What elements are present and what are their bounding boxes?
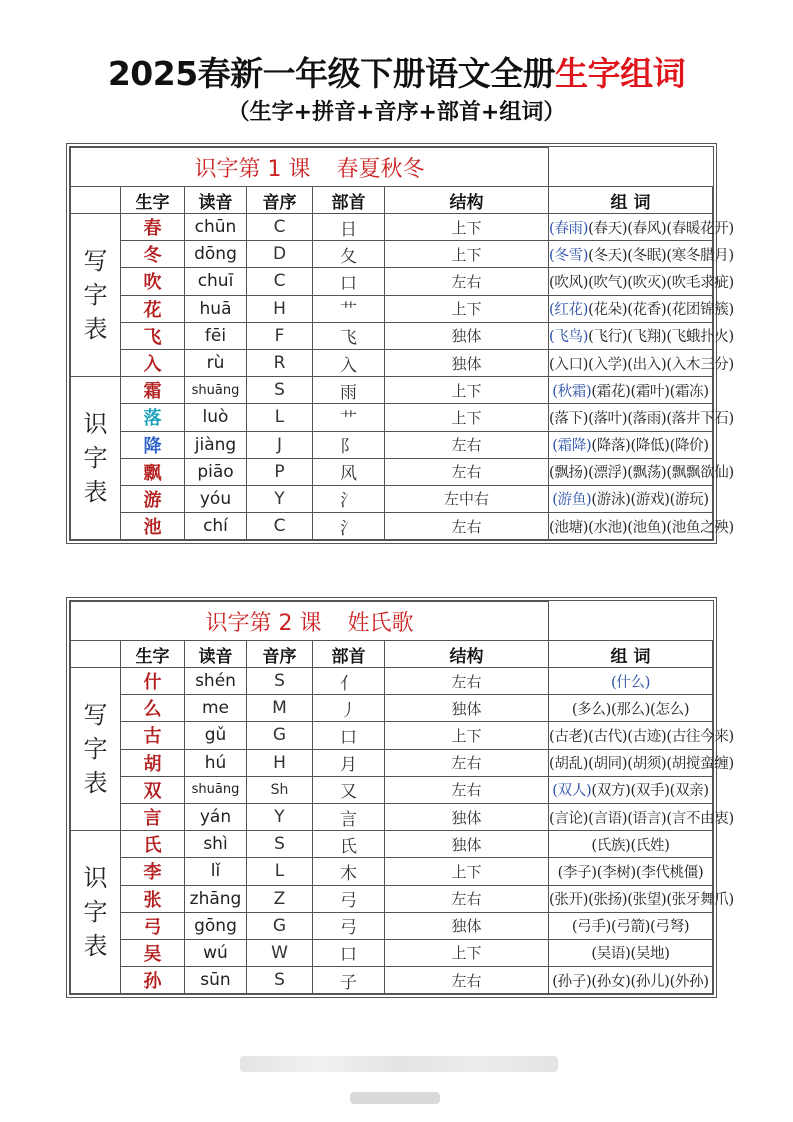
index-cell: H [247, 749, 313, 776]
highlight-word: (什么) [610, 674, 651, 691]
words-text: (孙子)(孙女)(孙儿)(外孙) [552, 973, 709, 990]
column-header: 结构 [385, 641, 549, 668]
char-cell: 弓 [121, 912, 185, 939]
char-cell: 池 [121, 513, 185, 540]
structure-cell: 上下 [385, 858, 549, 885]
words-text: (吴语)(吴地) [591, 946, 670, 963]
words-cell [549, 722, 734, 749]
table-row [71, 967, 713, 994]
table-row [71, 749, 713, 776]
column-header: 读音 [185, 641, 247, 668]
char-cell: 飞 [121, 322, 185, 349]
char-cell: 吹 [121, 268, 185, 295]
table-row [71, 776, 713, 803]
words-text: (春天)(春风)(春暖花开) [588, 220, 734, 237]
pinyin-cell: dōng [185, 241, 247, 268]
pinyin-cell: shuāng [185, 377, 247, 404]
char-cell: 什 [121, 668, 185, 695]
words-cell [549, 513, 734, 540]
category-char: 识 [83, 410, 108, 439]
words-text: (吹风)(吹气)(吹灭)(吹毛求疵) [549, 274, 734, 291]
char-cell: 飘 [121, 458, 185, 485]
pinyin-cell: jiàng [185, 431, 247, 458]
char-cell: 花 [121, 295, 185, 322]
radical-cell: 阝 [313, 431, 385, 458]
words-cell [549, 967, 713, 994]
structure-cell: 左右 [385, 967, 549, 994]
char-cell: 降 [121, 431, 185, 458]
pinyin-cell: gōng [185, 912, 247, 939]
index-cell: Y [247, 485, 313, 512]
structure-cell: 独体 [385, 831, 549, 858]
radical-cell: 口 [313, 939, 385, 966]
table-row [71, 885, 713, 912]
char-cell: 春 [121, 214, 185, 241]
char-cell: 古 [121, 722, 185, 749]
header-row [71, 187, 713, 214]
words-text: (降落)(降低)(降价) [591, 438, 709, 455]
table-row [71, 858, 713, 885]
structure-cell: 左右 [385, 458, 549, 485]
highlight-word: (秋霜) [552, 383, 592, 400]
radical-cell: 木 [313, 858, 385, 885]
table-row [71, 485, 713, 512]
table-row [71, 404, 713, 431]
structure-cell: 左右 [385, 513, 549, 540]
radical-cell: 艹 [313, 404, 385, 431]
index-cell: C [247, 513, 313, 540]
pinyin-cell: rù [185, 349, 247, 376]
words-text: (游泳)(游戏)(游玩) [591, 492, 709, 509]
radical-cell: 口 [313, 268, 385, 295]
words-cell [549, 404, 734, 431]
words-cell [549, 912, 713, 939]
column-header: 组 词 [549, 641, 713, 668]
radical-cell: 氵 [313, 485, 385, 512]
category-char: 字 [83, 898, 108, 927]
radical-cell: 弓 [313, 912, 385, 939]
table-row [71, 295, 713, 322]
radical-cell: 雨 [313, 377, 385, 404]
words-cell [549, 695, 713, 722]
words-cell [549, 295, 734, 322]
lesson-1-table [66, 143, 734, 544]
structure-cell: 独体 [385, 695, 549, 722]
index-cell: S [247, 831, 313, 858]
highlight-word: (春雨) [549, 220, 589, 237]
index-cell: C [247, 268, 313, 295]
blurred-footer-mark [350, 1092, 440, 1104]
category-char: 字 [83, 735, 108, 764]
radical-cell: 亻 [313, 668, 385, 695]
pinyin-cell: hú [185, 749, 247, 776]
table-row [71, 668, 713, 695]
structure-cell: 独体 [385, 803, 549, 830]
index-cell: L [247, 858, 313, 885]
radical-cell: 弓 [313, 885, 385, 912]
words-cell [549, 322, 734, 349]
table-row [71, 722, 713, 749]
words-cell [549, 349, 734, 376]
column-header: 部首 [313, 187, 385, 214]
column-header: 音序 [247, 187, 313, 214]
pinyin-cell: chuī [185, 268, 247, 295]
category-char: 字 [83, 281, 108, 310]
index-cell: S [247, 668, 313, 695]
table-row [71, 268, 713, 295]
radical-cell: 口 [313, 722, 385, 749]
index-cell: S [247, 377, 313, 404]
radical-cell: 氵 [313, 513, 385, 540]
structure-cell: 左右 [385, 885, 549, 912]
radical-cell: 又 [313, 776, 385, 803]
char-cell: 冬 [121, 241, 185, 268]
category-char: 表 [83, 932, 108, 961]
words-text: (入口)(入学)(出入)(入木三分) [549, 356, 734, 373]
words-cell [549, 668, 713, 695]
column-header: 部首 [313, 641, 385, 668]
words-cell [549, 939, 713, 966]
column-header: 生字 [121, 641, 185, 668]
radical-cell: 丿 [313, 695, 385, 722]
words-text: (飘扬)(漂浮)(飘荡)(飘飘欲仙) [549, 465, 734, 482]
char-cell: 言 [121, 803, 185, 830]
index-cell: Z [247, 885, 313, 912]
column-header: 生字 [121, 187, 185, 214]
table-row [71, 214, 713, 241]
char-cell: 双 [121, 776, 185, 803]
words-cell [549, 241, 734, 268]
highlight-word: (游鱼) [552, 492, 592, 509]
structure-cell: 独体 [385, 322, 549, 349]
char-cell: 氏 [121, 831, 185, 858]
structure-cell: 上下 [385, 295, 549, 322]
radical-cell: 入 [313, 349, 385, 376]
highlight-word: (飞鸟) [549, 329, 589, 346]
title-main: 2025春新一年级下册语文全册 [107, 54, 556, 93]
words-cell [549, 803, 734, 830]
char-cell: 落 [121, 404, 185, 431]
words-text: (落下)(落叶)(落雨)(落井下石) [549, 410, 734, 427]
char-cell: 么 [121, 695, 185, 722]
words-text: (多么)(那么)(怎么) [571, 701, 690, 718]
words-text: (张开)(张扬)(张望)(张牙舞爪) [549, 892, 734, 909]
page-subtitle: （生字+拼音+音序+部首+组词） [227, 100, 566, 125]
index-cell: M [247, 695, 313, 722]
structure-cell: 左右 [385, 431, 549, 458]
category-know [71, 831, 121, 994]
category-write [71, 668, 121, 831]
table-row [71, 912, 713, 939]
words-cell [549, 268, 734, 295]
char-cell: 霜 [121, 377, 185, 404]
table-row [71, 241, 713, 268]
column-header: 结构 [385, 187, 549, 214]
pinyin-cell: me [185, 695, 247, 722]
words-text: (花朵)(花香)(花团锦簇) [588, 302, 734, 319]
lesson-name: 春夏秋冬 [336, 156, 425, 182]
words-cell [549, 214, 734, 241]
category-char: 表 [83, 478, 108, 507]
char-cell: 游 [121, 485, 185, 512]
category-char: 识 [83, 864, 108, 893]
index-cell: R [247, 349, 313, 376]
structure-cell: 左右 [385, 776, 549, 803]
structure-cell: 上下 [385, 377, 549, 404]
pinyin-cell: shì [185, 831, 247, 858]
words-cell [549, 377, 713, 404]
table-row [71, 695, 713, 722]
lesson-title [71, 602, 549, 641]
table-row [71, 377, 713, 404]
table-row [71, 513, 713, 540]
header-blank [71, 187, 121, 214]
structure-cell: 独体 [385, 349, 549, 376]
category-char: 写 [83, 701, 108, 730]
radical-cell: 氏 [313, 831, 385, 858]
pinyin-cell: lǐ [185, 858, 247, 885]
radical-cell: 言 [313, 803, 385, 830]
table-row [71, 939, 713, 966]
page-title [0, 48, 793, 95]
category-char: 写 [83, 247, 108, 276]
radical-cell: 风 [313, 458, 385, 485]
index-cell: D [247, 241, 313, 268]
structure-cell: 上下 [385, 241, 549, 268]
index-cell: G [247, 722, 313, 749]
words-cell [549, 885, 734, 912]
pinyin-cell: luò [185, 404, 247, 431]
radical-cell: 月 [313, 749, 385, 776]
radical-cell: 日 [313, 214, 385, 241]
words-text: (言论)(言语)(语言)(言不由衷) [549, 810, 734, 827]
lesson-grid [70, 147, 734, 540]
pinyin-cell: chí [185, 513, 247, 540]
index-cell: L [247, 404, 313, 431]
words-text: (双方)(双手)(双亲) [591, 783, 709, 800]
structure-cell: 上下 [385, 722, 549, 749]
char-cell: 胡 [121, 749, 185, 776]
char-cell: 入 [121, 349, 185, 376]
words-cell [549, 458, 734, 485]
radical-cell: 艹 [313, 295, 385, 322]
index-cell: H [247, 295, 313, 322]
pinyin-cell: shén [185, 668, 247, 695]
column-header: 组 词 [549, 187, 713, 214]
table-row [71, 831, 713, 858]
words-text: (氏族)(氏姓) [591, 837, 670, 854]
table-row [71, 431, 713, 458]
pinyin-cell: huā [185, 295, 247, 322]
char-cell: 李 [121, 858, 185, 885]
title-highlight: 生字组词 [555, 54, 686, 93]
lesson-grid [70, 601, 734, 994]
category-char: 表 [83, 315, 108, 344]
structure-cell: 左右 [385, 749, 549, 776]
structure-cell: 左右 [385, 668, 549, 695]
highlight-word: (冬雪) [549, 247, 589, 264]
lesson-title [71, 148, 549, 187]
pinyin-cell: zhāng [185, 885, 247, 912]
pinyin-cell: yán [185, 803, 247, 830]
pinyin-cell: sūn [185, 967, 247, 994]
words-cell [549, 749, 734, 776]
words-text: (胡乱)(胡同)(胡须)(胡搅蛮缠) [549, 756, 734, 773]
char-cell: 孙 [121, 967, 185, 994]
words-text: (霜花)(霜叶)(霜冻) [591, 383, 709, 400]
radical-cell: 子 [313, 967, 385, 994]
column-header: 音序 [247, 641, 313, 668]
structure-cell: 左右 [385, 268, 549, 295]
category-char: 表 [83, 769, 108, 798]
table-row [71, 803, 713, 830]
index-cell: Sh [247, 776, 313, 803]
category-char: 字 [83, 444, 108, 473]
words-text: (池塘)(水池)(池鱼)(池鱼之殃) [549, 519, 734, 536]
structure-cell: 独体 [385, 912, 549, 939]
header-blank [71, 641, 121, 668]
index-cell: F [247, 322, 313, 349]
pinyin-cell: wú [185, 939, 247, 966]
lesson-label: 识字第 2 课 [205, 610, 322, 636]
index-cell: J [247, 431, 313, 458]
category-know [71, 377, 121, 540]
table-row [71, 458, 713, 485]
words-cell [549, 431, 713, 458]
highlight-word: (双人) [552, 783, 592, 800]
words-text: (飞行)(飞翔)(飞蛾扑火) [588, 329, 734, 346]
index-cell: C [247, 214, 313, 241]
pinyin-cell: fēi [185, 322, 247, 349]
structure-cell: 上下 [385, 939, 549, 966]
index-cell: G [247, 912, 313, 939]
highlight-word: (红花) [549, 302, 589, 319]
lesson-label: 识字第 1 课 [194, 156, 311, 182]
lesson-2-table [66, 597, 734, 998]
words-cell [549, 485, 713, 512]
radical-cell: 夂 [313, 241, 385, 268]
words-text: (李子)(李树)(李代桃僵) [557, 864, 704, 881]
structure-cell: 左中右 [385, 485, 549, 512]
words-text: (冬天)(冬眠)(寒冬腊月) [588, 247, 734, 264]
pinyin-cell: piāo [185, 458, 247, 485]
index-cell: W [247, 939, 313, 966]
pinyin-cell: shuāng [185, 776, 247, 803]
table-row [71, 349, 713, 376]
pinyin-cell: chūn [185, 214, 247, 241]
char-cell: 张 [121, 885, 185, 912]
structure-cell: 上下 [385, 214, 549, 241]
char-cell: 吴 [121, 939, 185, 966]
pinyin-cell: gǔ [185, 722, 247, 749]
index-cell: Y [247, 803, 313, 830]
highlight-word: (霜降) [552, 438, 592, 455]
words-text: (古老)(古代)(古迹)(古往今来) [549, 728, 734, 745]
pinyin-cell: yóu [185, 485, 247, 512]
category-write [71, 214, 121, 377]
structure-cell: 上下 [385, 404, 549, 431]
words-text: (弓手)(弓箭)(弓弩) [571, 919, 690, 936]
header-row [71, 641, 713, 668]
radical-cell: 飞 [313, 322, 385, 349]
column-header: 读音 [185, 187, 247, 214]
lesson-name: 姓氏歌 [347, 610, 414, 636]
blurred-footer-watermark [240, 1056, 558, 1072]
index-cell: S [247, 967, 313, 994]
words-cell [549, 831, 713, 858]
index-cell: P [247, 458, 313, 485]
table-row [71, 322, 713, 349]
words-cell [549, 858, 713, 885]
words-cell [549, 776, 713, 803]
